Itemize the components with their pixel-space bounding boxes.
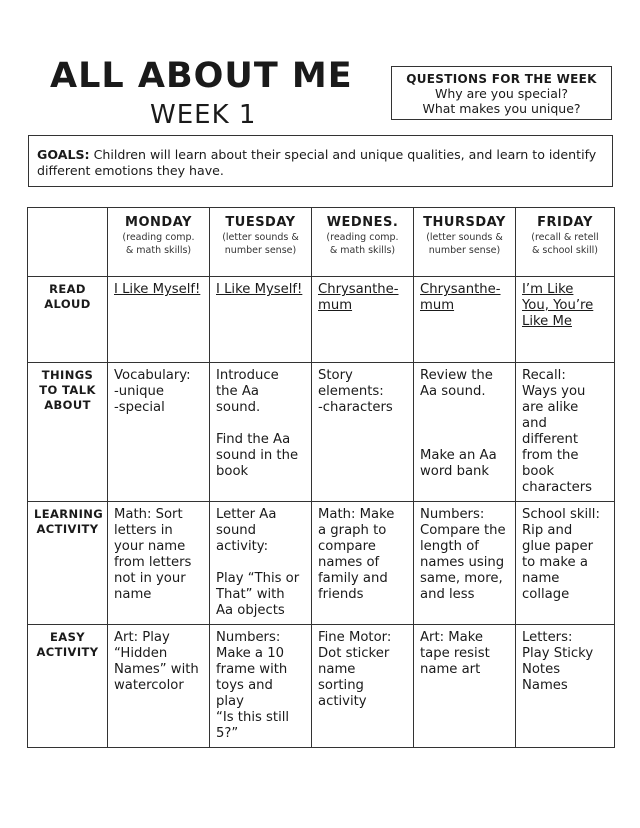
row-label: ACTIVITY (36, 522, 99, 536)
row-read-aloud (28, 277, 615, 363)
cell-text-line: from the (522, 448, 579, 463)
cell-text-line: name (522, 571, 560, 586)
cell-monday (108, 363, 210, 502)
cell-thursday (414, 502, 516, 625)
cell-text-line: 5?” (216, 726, 239, 741)
cell-text-line: Find the Aa (216, 432, 291, 447)
cell-text-line: toys and play (216, 678, 273, 709)
cell-text-line: Math: Make (318, 507, 395, 522)
cell-text-line: your name (114, 539, 186, 554)
cell-text-line: Introduce (216, 368, 279, 383)
row-things-to-talk-about (28, 363, 615, 502)
row-label: EASY (50, 630, 85, 644)
day-focus: & school skill) (532, 245, 598, 256)
cell-text-line: friends (318, 587, 364, 602)
cell-monday (108, 625, 210, 748)
questions-heading: QUESTIONS FOR THE WEEK (406, 72, 597, 86)
book-title: I Like Myself! (114, 282, 201, 297)
cell-text-line: Ways you (522, 384, 586, 399)
day-focus: (letter sounds & (222, 232, 299, 243)
cell-monday (108, 277, 210, 363)
row-label-cell (28, 625, 108, 748)
cell-text-line: names of (318, 555, 380, 570)
cell-text-line: Fine Motor: (318, 630, 392, 645)
day-name: TUESDAY (225, 215, 296, 230)
cell-monday (108, 502, 210, 625)
cell-text-line: name (318, 662, 356, 677)
cell-text-line: glue paper (522, 539, 594, 554)
day-focus: (reading comp. (122, 232, 195, 243)
cell-text-line: from letters (114, 555, 192, 570)
cell-text-line: Play Sticky (522, 646, 594, 661)
cell-text-line: Math: Sort (114, 507, 183, 522)
book-title: Chrysanthe- (420, 282, 501, 297)
corner-cell (28, 208, 108, 277)
row-label: TO TALK (39, 383, 96, 397)
cell-text-line: School skill: (522, 507, 600, 522)
day-name: FRIDAY (537, 215, 593, 230)
cell-text-line: “Hidden (114, 646, 168, 661)
cell-text-line: collage (522, 587, 570, 602)
cell-wednesday (312, 502, 414, 625)
cell-text-line: Numbers: (216, 630, 281, 645)
cell-text-line: activity (318, 694, 367, 709)
cell-tuesday (210, 363, 312, 502)
questions-box (391, 66, 612, 120)
cell-thursday (414, 363, 516, 502)
day-name: MONDAY (125, 215, 192, 230)
cell-tuesday (210, 277, 312, 363)
row-label-cell (28, 502, 108, 625)
book-title-line (522, 282, 608, 298)
book-title-line (318, 298, 407, 314)
cell-friday (516, 277, 615, 363)
cell-text-line: word bank (420, 464, 490, 479)
cell-text-line: Letters: (522, 630, 573, 645)
day-header-friday (516, 208, 615, 277)
goals-box (28, 135, 613, 187)
book-title: I Like Myself! (216, 282, 303, 297)
book-title-line (420, 282, 509, 298)
cell-text-line (420, 400, 509, 416)
book-title-line (522, 314, 608, 330)
question-line: Why are you special? (434, 86, 569, 101)
cell-text-line: Names (522, 678, 568, 693)
cell-text-line: Story (318, 368, 353, 383)
book-title-line (216, 282, 305, 298)
row-label: ACTIVITY (36, 645, 99, 659)
cell-text-line: Names” with (114, 662, 199, 677)
day-focus: number sense) (224, 245, 297, 256)
cell-text-line: book (216, 464, 249, 479)
cell-text-line: book (522, 464, 555, 479)
cell-text-line: compare (318, 539, 376, 554)
cell-text-line: are alike (522, 400, 579, 415)
cell-text-line: Art: Play (114, 630, 170, 645)
book-title-line (318, 282, 407, 298)
cell-text-line: frame with (216, 662, 288, 677)
day-name: WEDNES. (326, 215, 399, 230)
row-label-cell (28, 277, 108, 363)
cell-text-line (216, 416, 305, 432)
book-title-line (114, 282, 203, 298)
day-focus: number sense) (428, 245, 501, 256)
row-label: THINGS (41, 368, 94, 382)
book-title: Chrysanthe- (318, 282, 399, 297)
cell-text-line: to make a (522, 555, 588, 570)
day-header-monday (108, 208, 210, 277)
cell-text-line (420, 416, 509, 432)
cell-text-line: Aa sound. (420, 384, 486, 399)
day-focus: & math skills) (125, 245, 192, 256)
row-label: READ (49, 282, 86, 296)
book-title-line (420, 298, 509, 314)
row-label: ALOUD (44, 297, 91, 311)
book-title: mum (420, 298, 455, 313)
cell-text-line: Make an Aa (420, 448, 497, 463)
goals-label: GOALS: (37, 147, 90, 162)
day-name: THURSDAY (423, 215, 506, 230)
cell-thursday (414, 625, 516, 748)
cell-text-line: length of (420, 539, 479, 554)
cell-friday (516, 363, 615, 502)
cell-text-line: different (522, 432, 579, 447)
cell-text-line: Letter Aa (216, 507, 277, 522)
cell-text-line: names using (420, 555, 505, 570)
cell-text-line: Review the (420, 368, 493, 383)
cell-text-line: Art: Make (420, 630, 483, 645)
cell-text-line: “Is this still (216, 710, 290, 725)
cell-text-line (216, 555, 305, 571)
cell-text-line: Vocabulary: (114, 368, 191, 383)
cell-text-line: -special (114, 400, 165, 415)
cell-text-line: Aa objects (216, 603, 285, 618)
cell-text-line: family and (318, 571, 388, 586)
cell-wednesday (312, 277, 414, 363)
book-title: Like Me (522, 314, 572, 329)
row-label: ABOUT (44, 398, 91, 412)
goals-text: Children will learn about their special and unique qualities, and learn to identify different emotions they have. (37, 147, 597, 178)
cell-tuesday (210, 625, 312, 748)
cell-text-line: sound in the (216, 448, 299, 463)
weekly-plan-table (27, 207, 615, 748)
row-label: LEARNING (34, 507, 104, 521)
cell-text-line: -characters (318, 400, 393, 415)
day-header-wednesday (312, 208, 414, 277)
cell-text-line: and (522, 416, 547, 431)
day-focus: (recall & retell (531, 232, 599, 243)
day-focus: (reading comp. (326, 232, 399, 243)
book-title-line (522, 298, 608, 314)
cell-text-line: letters in (114, 523, 173, 538)
cell-text-line: tape resist (420, 646, 490, 661)
cell-text-line: Make a 10 (216, 646, 284, 661)
day-header-row (28, 208, 615, 277)
cell-text-line: name (114, 587, 152, 602)
cell-friday (516, 502, 615, 625)
cell-text-line: watercolor (114, 678, 184, 693)
cell-text-line (420, 432, 509, 448)
cell-text-line: -unique (114, 384, 164, 399)
cell-text-line: a graph to (318, 523, 387, 538)
cell-text-line: the Aa (216, 384, 259, 399)
cell-text-line: Rip and (522, 523, 573, 538)
cell-text-line: sound. (216, 400, 261, 415)
cell-text-line: sorting (318, 678, 364, 693)
cell-text-line: name art (420, 662, 481, 677)
cell-text-line: Dot sticker (318, 646, 390, 661)
cell-wednesday (312, 625, 414, 748)
cell-thursday (414, 277, 516, 363)
day-focus: & math skills) (329, 245, 396, 256)
day-header-thursday (414, 208, 516, 277)
cell-text-line: sound (216, 523, 257, 538)
cell-text-line: activity: (216, 539, 269, 554)
week-subtitle: WEEK 1 (150, 100, 257, 130)
cell-text-line: Numbers: (420, 507, 485, 522)
question-line: What makes you unique? (422, 101, 581, 116)
cell-wednesday (312, 363, 414, 502)
day-focus: (letter sounds & (426, 232, 503, 243)
book-title: mum (318, 298, 353, 313)
cell-text-line: not in your (114, 571, 186, 586)
cell-text-line: Recall: (522, 368, 566, 383)
cell-text-line: Notes (522, 662, 561, 677)
cell-text-line: same, more, (420, 571, 503, 586)
row-label-cell (28, 363, 108, 502)
cell-tuesday (210, 502, 312, 625)
cell-text-line: elements: (318, 384, 384, 399)
row-learning-activity (28, 502, 615, 625)
day-header-tuesday (210, 208, 312, 277)
row-easy-activity (28, 625, 615, 748)
page-title: ALL ABOUT ME (50, 56, 353, 96)
cell-text-line: That” with (216, 587, 285, 602)
book-title: I’m Like (522, 282, 574, 297)
cell-friday (516, 625, 615, 748)
cell-text-line: Compare the (420, 523, 506, 538)
cell-text-line: Play “This or (216, 571, 300, 586)
book-title: You, You’re (522, 298, 594, 313)
cell-text-line: characters (522, 480, 593, 495)
cell-text-line: and less (420, 587, 475, 602)
